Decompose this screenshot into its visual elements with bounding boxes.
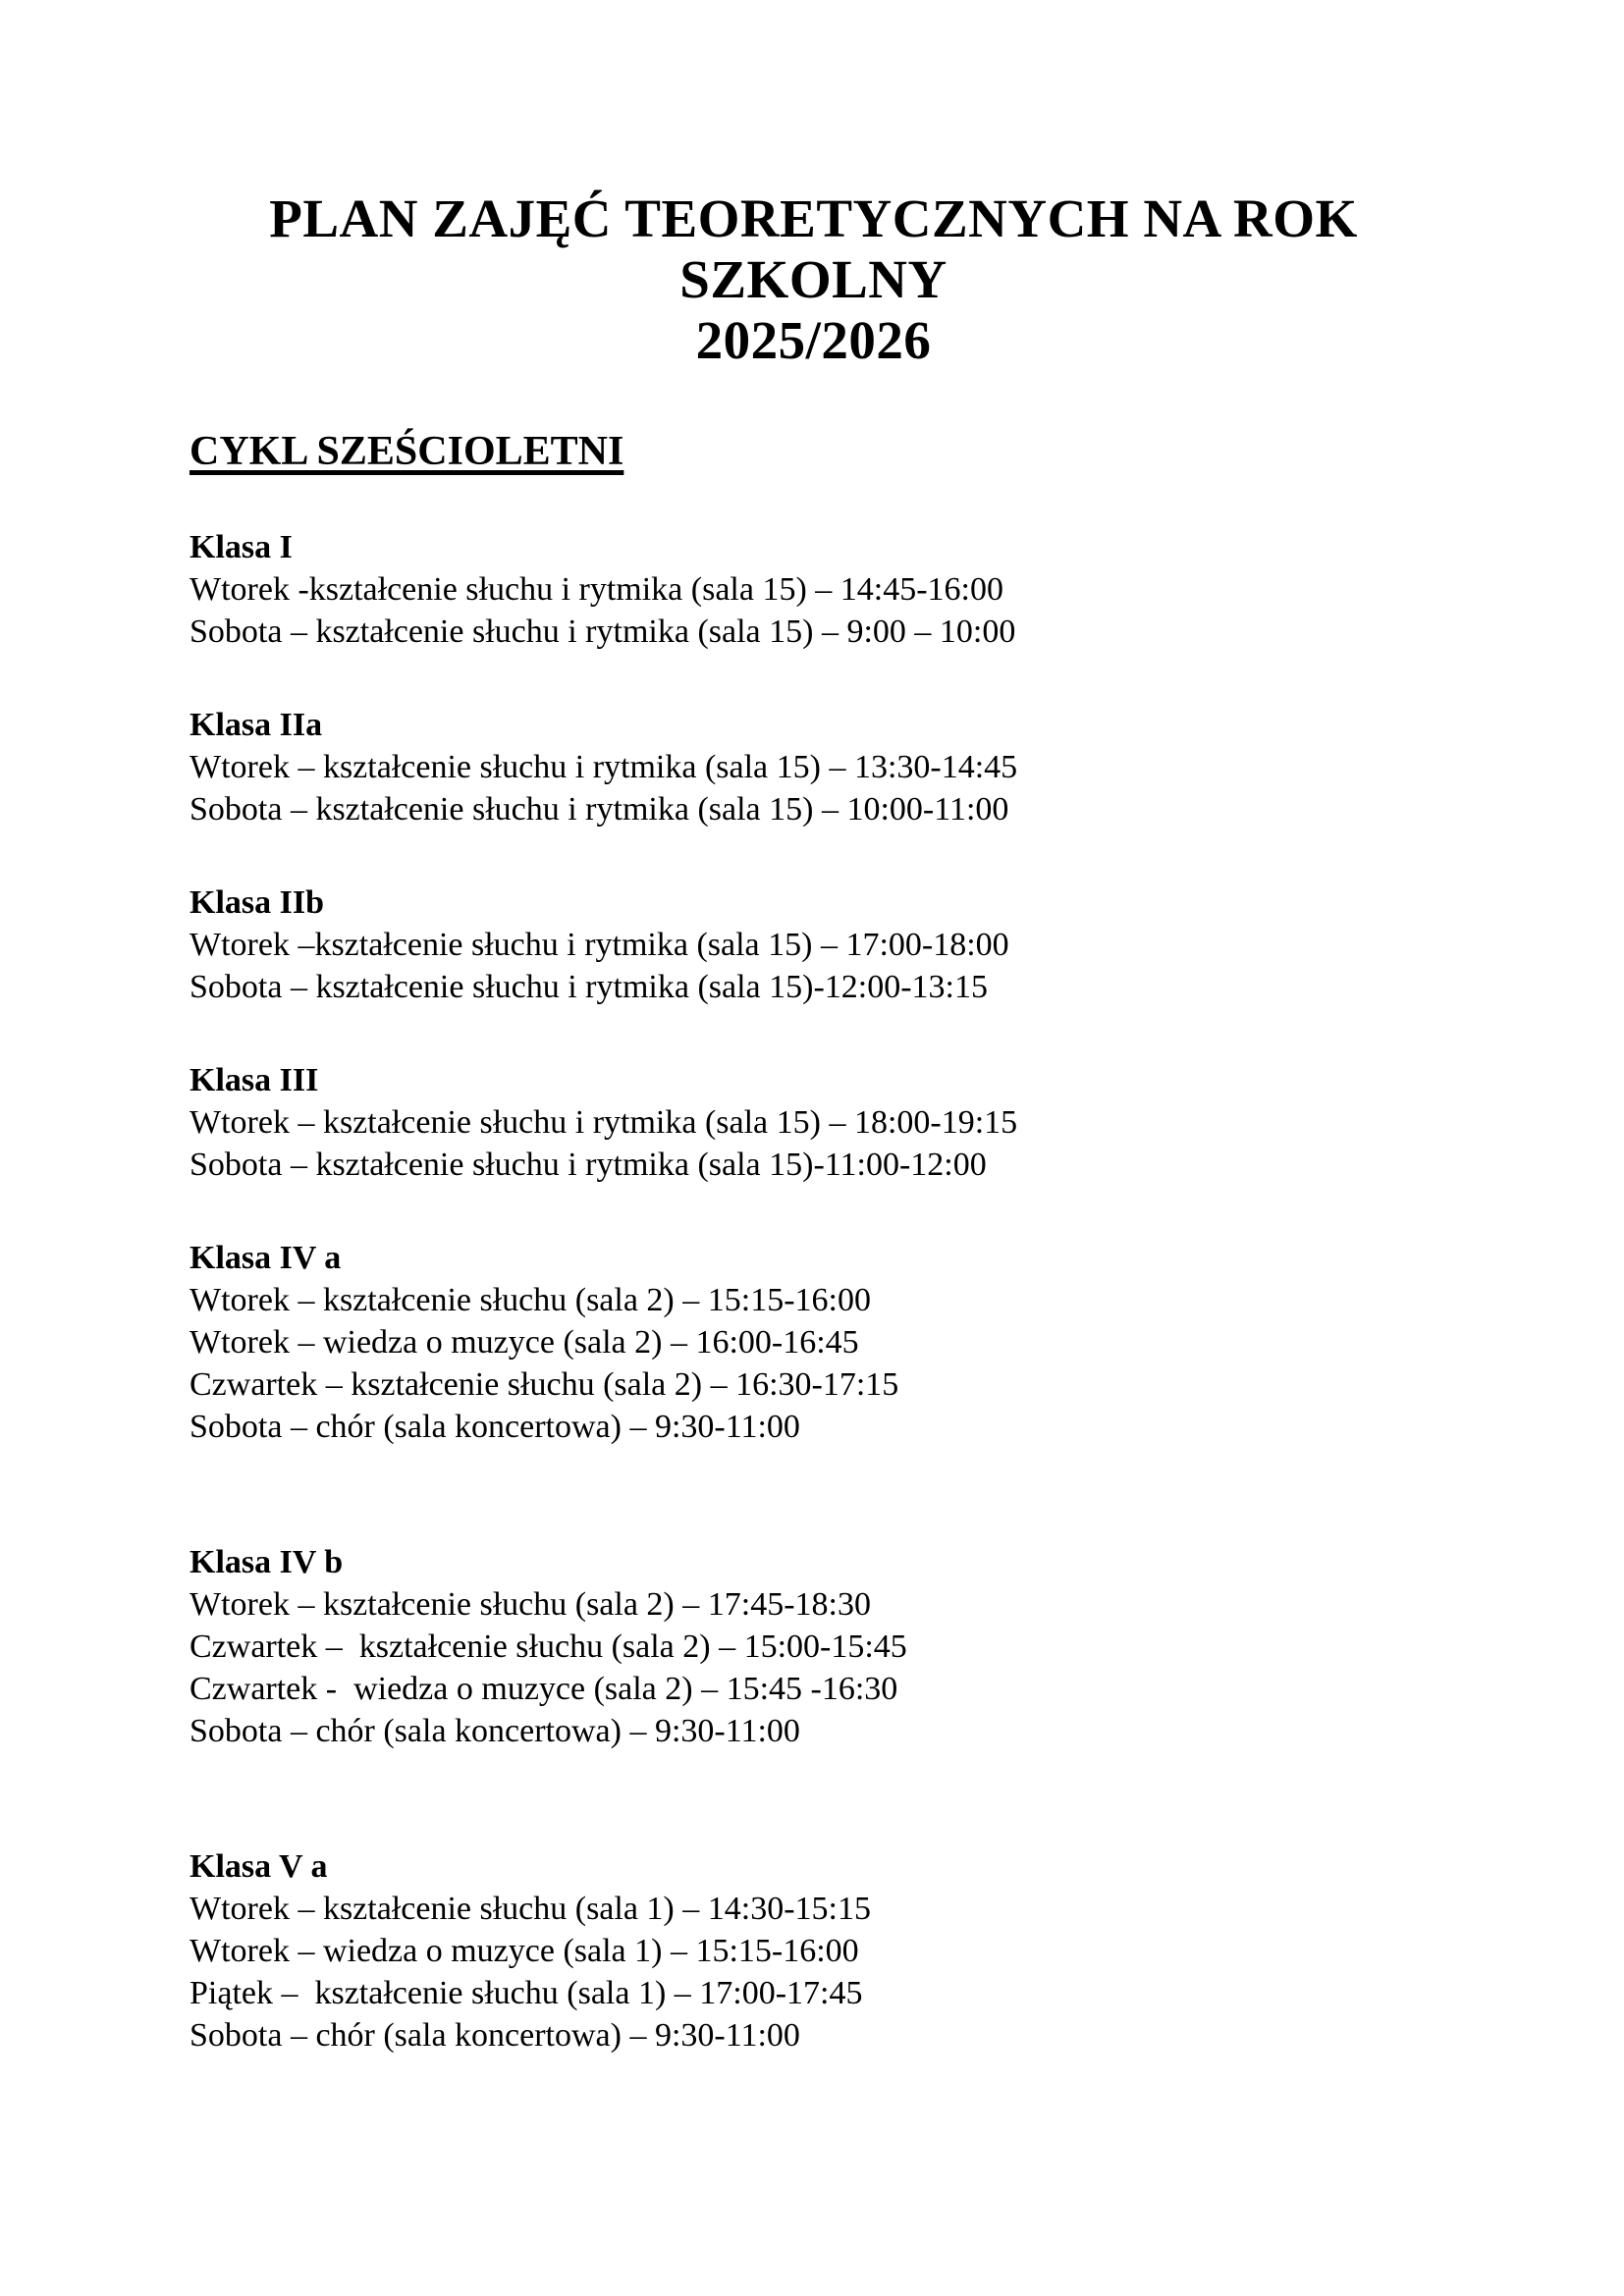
page-title-line1: PLAN ZAJĘĆ TEORETYCZNYCH NA ROK SZKOLNY [269,188,1358,309]
class-section-klasa-5a [189,1845,1437,2056]
schedule-line: Sobota – kształcenie słuchu i rytmika (sala 15)-11:00-12:00 [189,1147,987,1183]
schedule-line: Sobota – chór (sala koncertowa) – 9:30-11:00 [189,1409,800,1445]
class-section-klasa-2b [189,881,1437,1008]
schedule-line: Wtorek – kształcenie słuchu i rytmika (sala 15) – 13:30-14:45 [189,749,1018,785]
class-section-klasa-1 [189,526,1437,653]
schedule-line: Piątek – kształcenie słuchu (sala 1) – 17:00-17:45 [189,1975,863,2011]
schedule-line: Wtorek – kształcenie słuchu (sala 2) – 17:45-18:30 [189,1586,871,1623]
cycle-heading [189,428,1437,475]
class-name: Klasa IIa [189,707,323,743]
class-name: Klasa V a [189,1848,328,1885]
class-section-klasa-2a [189,704,1437,830]
class-name: Klasa IIb [189,884,324,921]
class-section-klasa-4b [189,1541,1437,1752]
class-section-klasa-4a [189,1237,1437,1448]
class-name: Klasa IV b [189,1544,344,1580]
schedule-line: Wtorek – kształcenie słuchu (sala 2) – 15:15-16:00 [189,1282,871,1318]
schedule-line: Sobota – kształcenie słuchu i rytmika (sala 15)-12:00-13:15 [189,969,988,1005]
schedule-line: Wtorek –kształcenie słuchu i rytmika (sala 15) – 17:00-18:00 [189,927,1009,963]
schedule-line: Wtorek – wiedza o muzyce (sala 2) – 16:00-16:45 [189,1324,859,1361]
page-title-line2: 2025/2026 [695,310,932,370]
schedule-line: Czwartek – kształcenie słuchu (sala 2) – 16:30-17:15 [189,1366,899,1403]
schedule-line: Sobota – chór (sala koncertowa) – 9:30-11:00 [189,2017,800,2054]
schedule-line: Wtorek – kształcenie słuchu i rytmika (sala 15) – 18:00-19:15 [189,1104,1018,1141]
schedule-line: Sobota – chór (sala koncertowa) – 9:30-11:00 [189,1713,800,1749]
schedule-line: Czwartek – kształcenie słuchu (sala 2) – 15:00-15:45 [189,1629,907,1665]
page-title [189,188,1437,371]
schedule-line: Sobota – kształcenie słuchu i rytmika (sala 15) – 9:00 – 10:00 [189,614,1016,650]
schedule-line: Wtorek – kształcenie słuchu (sala 1) – 14:30-15:15 [189,1891,871,1927]
class-section-klasa-3 [189,1059,1437,1186]
class-name: Klasa I [189,529,293,565]
schedule-line: Sobota – kształcenie słuchu i rytmika (sala 15) – 10:00-11:00 [189,791,1009,828]
schedule-line: Wtorek – wiedza o muzyce (sala 1) – 15:15-16:00 [189,1933,859,1969]
class-name: Klasa III [189,1062,319,1098]
class-name: Klasa IV a [189,1240,342,1276]
cycle-heading-text: CYKL SZEŚCIOLETNI [189,429,624,474]
schedule-line: Czwartek - wiedza o muzyce (sala 2) – 15:45 -16:30 [189,1671,898,1707]
schedule-line: Wtorek -kształcenie słuchu i rytmika (sala 15) – 14:45-16:00 [189,571,1003,608]
